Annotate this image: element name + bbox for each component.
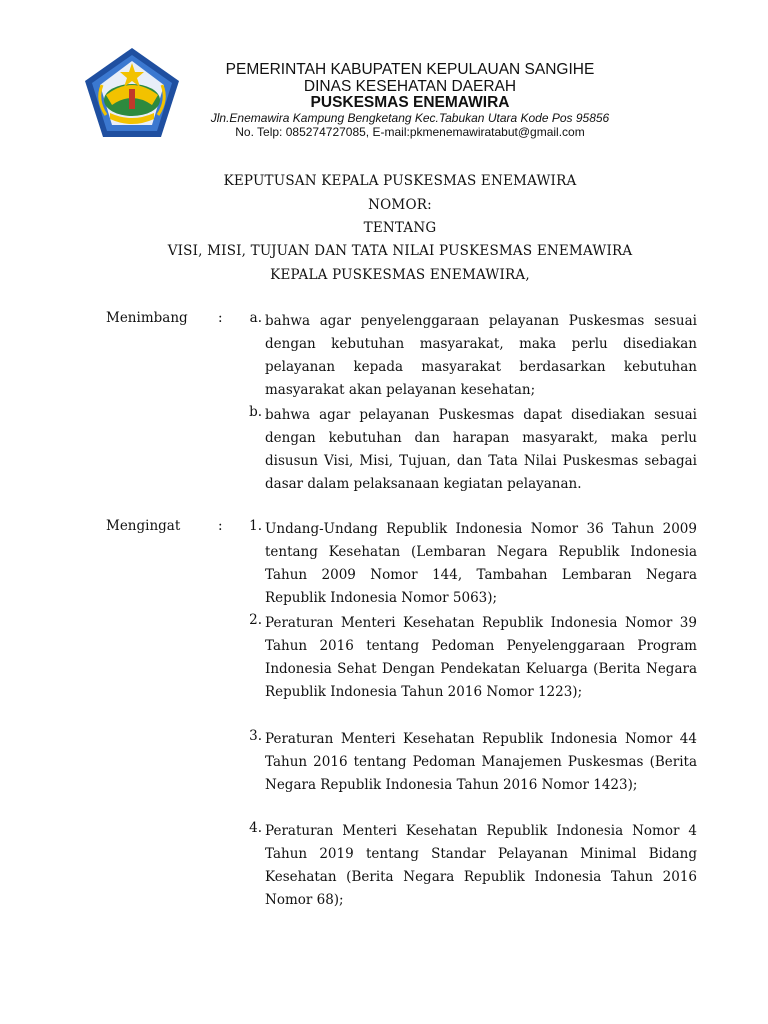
decree-number: NOMOR:	[368, 197, 432, 213]
sangihe-regency-emblem-icon	[82, 45, 182, 141]
header-contact: No. Telp: 085274727085, E-mail:pkmenemawiratabut@gmail.com	[235, 125, 585, 139]
decree-head: KEPALA PUSKESMAS ENEMAWIRA,	[270, 267, 530, 283]
header-government: PEMERINTAH KABUPATEN KEPULAUAN SANGIHE	[225, 61, 595, 78]
item-marker: b.	[249, 404, 262, 420]
item-text: Peraturan Menteri Kesehatan Republik Indonesia Nomor 39 Tahun 2016 tentang Pedoman Penyelenggaraan Program Indonesia Sehat Dengan Pendekatan Keluarga (Berita Negara Republik Indonesia Tahun 2016 Nomor 1223);	[265, 615, 697, 700]
item-text: Peraturan Menteri Kesehatan Republik Indonesia Nomor 44 Tahun 2016 tentang Pedoman Manajemen Puskesmas (Berita Negara Republik Indonesia Tahun 2016 Nomor 1423);	[265, 731, 697, 793]
item-text: Undang-Undang Republik Indonesia Nomor 36 Tahun 2009 tentang Kesehatan (Lembaran Negara Republik Indonesia Tahun 2009 Nomor 144, Tambahan Lembaran Negara Republik Indonesia Nomor 5063);	[265, 521, 697, 606]
header-puskesmas: PUSKESMAS ENEMAWIRA	[310, 94, 510, 111]
header-address: Jln.Enemawira Kampung Bengketang Kec.Tabukan Utara Kode Pos 95856	[210, 111, 610, 125]
decree-about: TENTANG	[363, 220, 437, 236]
item-marker: 3.	[249, 728, 262, 744]
header-department: DINAS KESEHATAN DAERAH	[303, 78, 517, 95]
item-marker: 1.	[249, 518, 262, 534]
item-text: Peraturan Menteri Kesehatan Republik Indonesia Nomor 4 Tahun 2019 tentang Standar Pelayanan Minimal Bidang Kesehatan (Berita Negara Republik Indonesia Tahun 2016 Nomor 68);	[265, 823, 697, 908]
item-marker: 2.	[249, 612, 262, 628]
mengingat-colon: :	[218, 518, 223, 534]
menimbang-label: Menimbang	[106, 310, 188, 326]
decree-subject: VISI, MISI, TUJUAN DAN TATA NILAI PUSKESMAS ENEMAWIRA	[167, 243, 633, 259]
menimbang-colon: :	[218, 310, 223, 326]
item-marker: a.	[249, 310, 262, 326]
item-text: bahwa agar pelayanan Puskesmas dapat disediakan sesuai dengan kebutuhan dan harapan masyarakt, maka perlu disusun Visi, Misi, Tujuan, dan Tata Nilai Puskesmas sebagai dasar dalam pelaksanaan kegiatan pelayanan.	[265, 407, 697, 492]
mengingat-label: Mengingat	[106, 518, 181, 534]
item-marker: 4.	[249, 820, 262, 836]
decree-title: KEPUTUSAN KEPALA PUSKESMAS ENEMAWIRA	[223, 173, 577, 189]
item-text: bahwa agar penyelenggaraan pelayanan Puskesmas sesuai dengan kebutuhan masyarakat, maka perlu disediakan pelayanan kepada masyarakat berdasarkan kebutuhan masyarakat akan pelayanan kesehatan;	[265, 313, 697, 398]
